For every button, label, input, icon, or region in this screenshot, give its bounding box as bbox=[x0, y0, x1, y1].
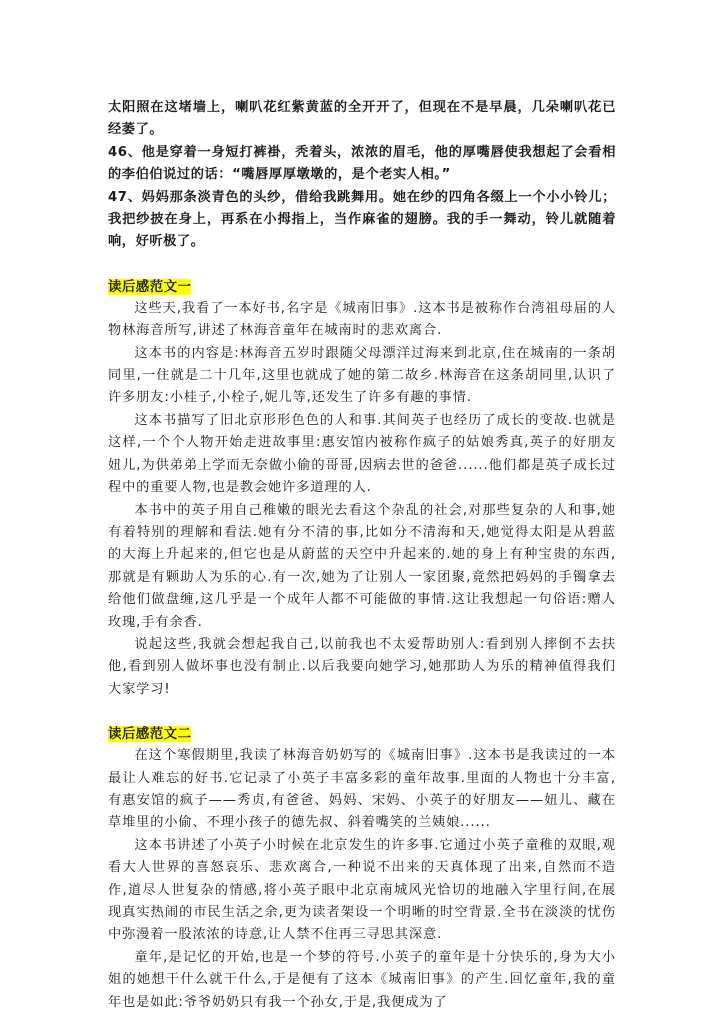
essay-two-title bbox=[108, 723, 616, 745]
essay-one-paragraph: 说起这些,我就会想起我自己,以前我也不太爱帮助别人:看到别人摔倒不去扶他,看到别人做坏事也没有制止.以后我要向她学习,她那助人为乐的精神值得我们大家学习! bbox=[108, 636, 616, 697]
essay-two-paragraph: 在这个寒假期里,我读了林海音奶奶写的《城南旧事》.这本书是我读过的一本最让人难忘的好书.它记录了小英子丰富多彩的童年故事.里面的人物也十分丰富,有惠安馆的疯子——秀贞,有爸爸、妈妈、宋妈、小英子的好朋友——妞儿、藏在草堆里的小偷、不理小孩子的德先叔、斜着嘴笑的兰姨娘...... bbox=[108, 748, 616, 831]
essay-two-title-text: 读后感范文二 bbox=[108, 726, 192, 743]
intro-paragraph-47: 47、妈妈那条淡青色的头纱，借给我跳舞用。她在纱的四角各缀上一个小小铃儿；我把纱披在身上，再系在小拇指上，当作麻雀的翅膀。我的手一舞动，铃儿就随着响，好听极了。 bbox=[108, 189, 616, 250]
intro-section bbox=[108, 97, 616, 254]
essay-one-paragraph: 这本书的内容是:林海音五岁时跟随父母漂洋过海来到北京,住在城南的一条胡同里,一住就是二十几年,这里也就成了她的第二故乡.林海音在这条胡同里,认识了许多朋友:小桂子,小栓子,妮儿等,还发生了许多有趣的事情. bbox=[108, 345, 616, 406]
essay-two-paragraph: 这本书讲述了小英子小时候在北京发生的许多事.它通过小英子童稚的双眼,观看大人世界的喜怒哀乐、悲欢离合,一种说不出来的天真体现了出来,自然而不造作,道尽人世复杂的情感,将小英子眼中北京南城风光恰切的地融入字里行间,在展现真实热闹的市民生活之余,更为读者架设一个明晰的时空背景.全书在淡淡的忧伤中弥漫着一股浓浓的诗意,让人禁不住再三寻思其深意. bbox=[108, 837, 616, 943]
intro-paragraph-1: 太阳照在这堵墙上，喇叭花红紫黄蓝的全开开了，但现在不是早晨，几朵喇叭花已经萎了。 bbox=[108, 100, 616, 138]
intro-paragraph-46: 46、他是穿着一身短打裤褂，秃着头，浓浓的眉毛，他的厚嘴唇使我想起了会看相的李伯伯说过的话：“嘴唇厚厚墩墩的，是个老实人相。” bbox=[108, 144, 616, 183]
essay-one-paragraph: 本书中的英子用自己稚嫩的眼光去看这个杂乱的社会,对那些复杂的人和事,她有着特别的理解和看法.她有分不清的事,比如分不清海和天,她觉得太阳是从碧蓝的大海上升起来的,但它也是从蔚蓝的天空中升起来的.她的身上有种宝贵的东西,那就是有颗助人为乐的心.有一次,她为了让别人一家团聚,竟然把妈妈的手镯拿去给他们做盘缠,这几乎是一个成年人都不可能做的事情.这让我想起一句俗语:赠人玫瑰,手有余香. bbox=[108, 502, 616, 630]
document-page bbox=[108, 97, 616, 1014]
essay-one-paragraph: 这些天,我看了一本好书,名字是《城南旧事》.这本书是被称作台湾祖母届的人物林海音所写,讲述了林海音童年在城南时的悲欢离合. bbox=[108, 300, 616, 339]
essay-two-section bbox=[108, 723, 616, 1014]
essay-one-title-text: 读后感范文一 bbox=[108, 278, 192, 295]
essay-one-title bbox=[108, 276, 616, 298]
essay-two-paragraph: 童年,是记忆的开始,也是一个梦的符号.小英子的童年是十分快乐的,身为大小姐的她想干什么就干什么,于是便有了这本《城南旧事》的产生.回忆童年,我的童年也是如此:爷爷奶奶只有我一个孙女,于是,我便成为了 bbox=[108, 949, 616, 1010]
essay-one-section bbox=[108, 276, 616, 701]
essay-one-paragraph: 这本书描写了旧北京形形色色的人和事.其间英子也经历了成长的变故.也就是这样,一个个人物开始走进故事里:惠安馆内被称作疯子的姑娘秀真,英子的好朋友妞儿,为供弟弟上学而无奈做小偷的哥哥,因病去世的爸爸......他们都是英子成长过程中的重要人物,也是教会她许多道理的人. bbox=[108, 412, 616, 496]
